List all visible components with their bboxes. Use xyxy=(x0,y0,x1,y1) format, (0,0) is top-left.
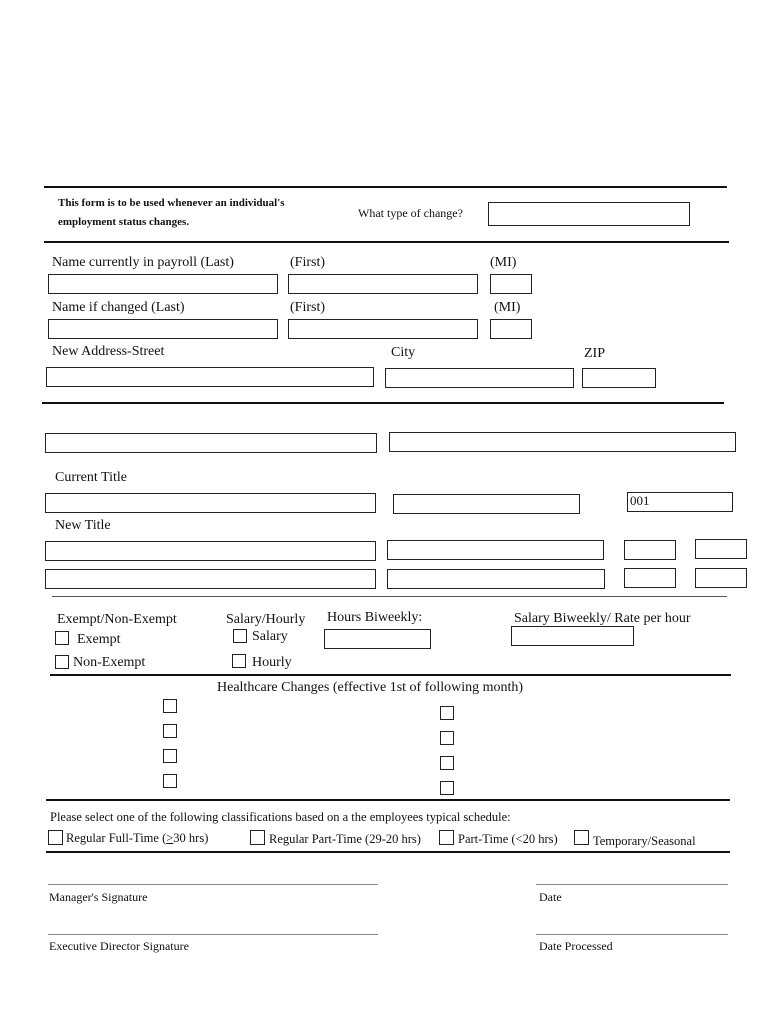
city-label: City xyxy=(391,345,416,360)
intro-text-line1: This form is to be used whenever an individual's xyxy=(58,197,285,209)
salary-checkbox[interactable] xyxy=(233,629,247,643)
current-last-field[interactable] xyxy=(48,274,278,294)
exempt-label: Exempt xyxy=(77,632,121,647)
hourly-checkbox[interactable] xyxy=(232,654,246,668)
changed-mi-label: (MI) xyxy=(494,300,521,315)
temporary-checkbox[interactable] xyxy=(574,830,589,845)
current-title-label: Current Title xyxy=(55,470,127,485)
healthcare-checkbox-right-2[interactable] xyxy=(440,731,454,745)
new-title-extra-field-1[interactable] xyxy=(387,540,604,560)
classification-bottom-rule xyxy=(46,851,730,853)
change-type-label: What type of change? xyxy=(358,206,463,220)
zip-field[interactable] xyxy=(582,368,656,388)
current-last-label: Name currently in payroll (Last) xyxy=(52,255,234,270)
salary-biweekly-field[interactable] xyxy=(511,626,634,646)
regular-part-time-checkbox[interactable] xyxy=(250,830,265,845)
current-mi-field[interactable] xyxy=(490,274,532,294)
current-title-extra-field[interactable] xyxy=(393,494,580,514)
zip-label: ZIP xyxy=(584,346,605,361)
salary-group-label: Salary/Hourly xyxy=(226,612,306,627)
street-field[interactable] xyxy=(46,367,374,387)
part-time-label: Part-Time (<20 hrs) xyxy=(458,832,558,846)
current-title-code-field[interactable]: 001 xyxy=(627,492,733,512)
changed-last-field[interactable] xyxy=(48,319,278,339)
new-title-extra-field-2[interactable] xyxy=(387,569,605,589)
new-title-field-2[interactable] xyxy=(45,569,376,589)
date-processed-line xyxy=(536,934,728,935)
pay-bottom-rule xyxy=(50,674,731,676)
exempt-checkbox[interactable] xyxy=(55,631,69,645)
manager-date-line xyxy=(536,884,728,885)
intro-text-line2: employment status changes. xyxy=(58,216,190,228)
part-time-checkbox[interactable] xyxy=(439,830,454,845)
full-time-label-post: 30 hrs) xyxy=(173,831,209,845)
healthcare-checkbox-left-4[interactable] xyxy=(163,774,177,788)
header-bottom-rule xyxy=(44,241,729,243)
healthcare-checkbox-left-2[interactable] xyxy=(163,724,177,738)
changed-first-field[interactable] xyxy=(288,319,478,339)
manager-signature-line xyxy=(48,884,378,885)
healthcare-checkbox-left-3[interactable] xyxy=(163,749,177,763)
full-time-checkbox[interactable] xyxy=(48,830,63,845)
unlabeled-field-left[interactable] xyxy=(45,433,377,453)
salary-label: Salary xyxy=(252,629,288,644)
hours-biweekly-field[interactable] xyxy=(324,629,431,649)
healthcare-checkbox-right-1[interactable] xyxy=(440,706,454,720)
new-title-code-field-3[interactable] xyxy=(624,568,676,588)
current-mi-label: (MI) xyxy=(490,255,517,270)
healthcare-title: Healthcare Changes (effective 1st of following month) xyxy=(217,680,524,695)
current-first-label: (First) xyxy=(290,255,325,270)
executive-signature-line xyxy=(48,934,378,935)
healthcare-checkbox-left-1[interactable] xyxy=(163,699,177,713)
non-exempt-label: Non-Exempt xyxy=(73,655,146,670)
current-title-field[interactable] xyxy=(45,493,376,513)
classification-prompt: Please select one of the following classifications based on a the employees typical schedule: xyxy=(50,810,511,824)
new-title-field-1[interactable] xyxy=(45,541,376,561)
non-exempt-checkbox[interactable] xyxy=(55,655,69,669)
salary-biweekly-label: Salary Biweekly/ Rate per hour xyxy=(514,611,691,626)
regular-part-time-label: Regular Part-Time (29-20 hrs) xyxy=(269,832,421,846)
new-title-label: New Title xyxy=(55,518,111,533)
top-rule xyxy=(44,186,727,188)
full-time-ge-symbol: > xyxy=(166,831,174,845)
titles-bottom-rule xyxy=(52,596,727,597)
new-title-code-field-2[interactable] xyxy=(695,539,747,559)
current-first-field[interactable] xyxy=(288,274,478,294)
changed-mi-field[interactable] xyxy=(490,319,532,339)
hourly-label: Hourly xyxy=(252,655,292,670)
temporary-label: Temporary/Seasonal xyxy=(593,834,696,848)
address-bottom-rule xyxy=(42,402,724,404)
hours-biweekly-label: Hours Biweekly: xyxy=(327,610,423,625)
healthcare-checkbox-right-4[interactable] xyxy=(440,781,454,795)
full-time-label xyxy=(66,830,208,846)
full-time-label-pre: Regular Full-Time ( xyxy=(66,831,167,845)
healthcare-bottom-rule xyxy=(46,799,730,801)
unlabeled-field-right[interactable] xyxy=(389,432,736,452)
exempt-group-label: Exempt/Non-Exempt xyxy=(57,612,177,627)
new-title-code-field-4[interactable] xyxy=(695,568,747,588)
changed-first-label: (First) xyxy=(290,300,325,315)
manager-signature-label: Manager's Signature xyxy=(49,890,148,904)
new-title-code-field-1[interactable] xyxy=(624,540,676,560)
change-type-field[interactable] xyxy=(488,202,690,226)
executive-signature-label: Executive Director Signature xyxy=(49,939,189,953)
manager-date-label: Date xyxy=(539,890,562,904)
street-label: New Address-Street xyxy=(52,344,165,359)
date-processed-label: Date Processed xyxy=(539,939,613,953)
city-field[interactable] xyxy=(385,368,574,388)
healthcare-checkbox-right-3[interactable] xyxy=(440,756,454,770)
changed-last-label: Name if changed (Last) xyxy=(52,300,185,315)
